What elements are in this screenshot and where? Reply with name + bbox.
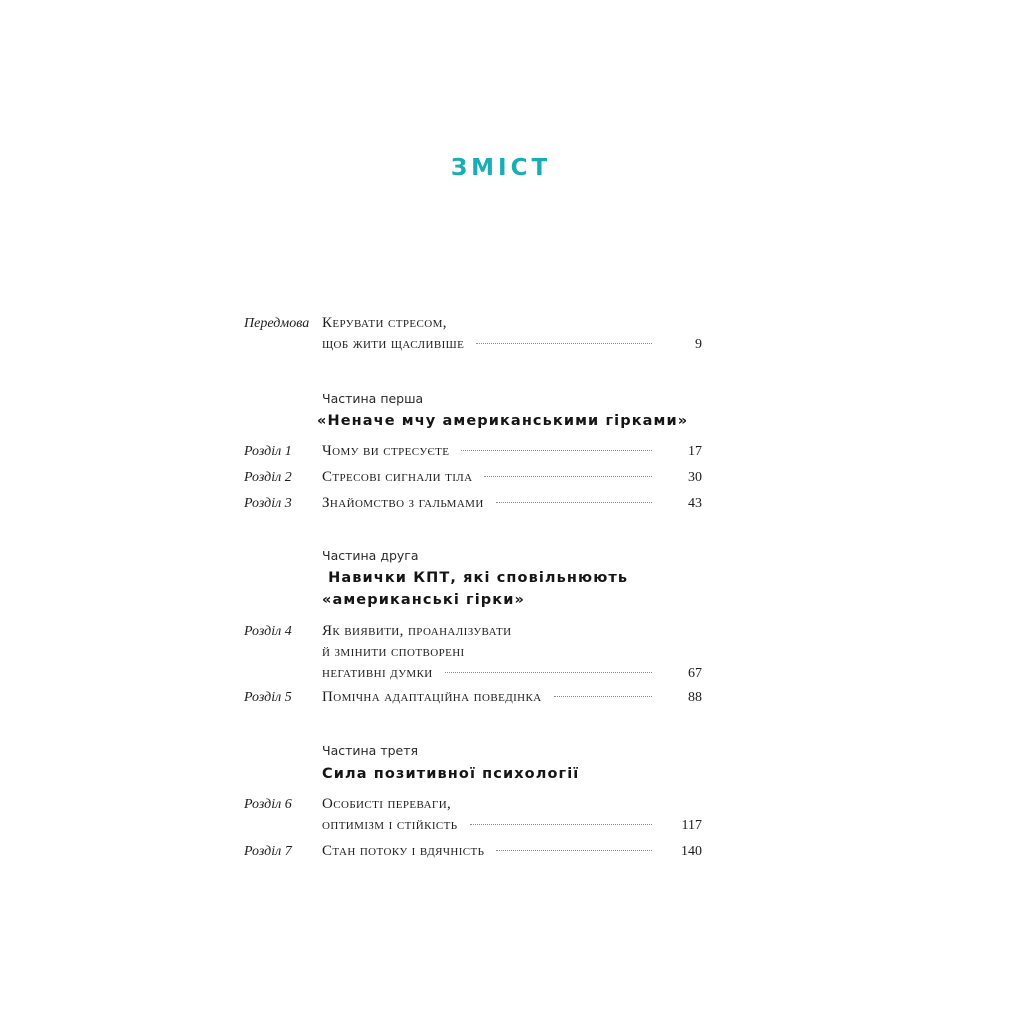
dot-leader bbox=[554, 696, 652, 697]
toc-entry-page: 88 bbox=[688, 690, 702, 705]
toc-entry-title-line: негативні думки bbox=[322, 665, 433, 681]
part-title-line: «Неначе мчу американськими гірками» bbox=[317, 413, 689, 429]
toc-entry-page: 9 bbox=[695, 337, 702, 352]
part-title-line: Сила позитивної психології bbox=[322, 766, 580, 782]
part-title-line: «американські гірки» bbox=[322, 592, 525, 608]
part-1-title bbox=[317, 410, 688, 432]
toc-entry-label: Передмова bbox=[244, 316, 310, 331]
toc-entry-page: 43 bbox=[688, 496, 702, 511]
part-2-title bbox=[322, 567, 628, 611]
toc-entry-label: Розділ 4 bbox=[244, 624, 292, 639]
toc-entry-title-line: Помічна адаптаційна поведінка bbox=[322, 689, 542, 705]
toc-entry-title-line: Знайомство з гальмами bbox=[322, 495, 484, 511]
toc-entry-page: 67 bbox=[688, 666, 702, 681]
toc-entry-title-line: щоб жити щасливіше bbox=[322, 336, 465, 352]
toc-entry-title-line: Стресові сигнали тіла bbox=[322, 469, 473, 485]
page-title: ЗМІСТ bbox=[450, 155, 552, 181]
dot-leader bbox=[461, 450, 652, 451]
toc-entry-title-line: Керувати стресом, bbox=[322, 315, 447, 331]
toc-entry-page: 140 bbox=[681, 844, 702, 859]
toc-entry-title-line: Чому ви стресуєте bbox=[322, 443, 450, 459]
toc-entry-title-line: й змінити спотворені bbox=[322, 644, 465, 660]
part-title-line: Навички КПТ, які сповільнюють bbox=[322, 570, 629, 586]
toc-entry-label: Розділ 6 bbox=[244, 797, 292, 812]
toc-entry-label: Розділ 2 bbox=[244, 470, 292, 485]
toc-entry-page: 117 bbox=[681, 818, 702, 833]
part-2-kicker: Частина друга bbox=[322, 548, 419, 563]
toc-entry-label: Розділ 5 bbox=[244, 690, 292, 705]
dot-leader bbox=[445, 672, 652, 673]
dot-leader bbox=[496, 502, 652, 503]
dot-leader bbox=[496, 850, 652, 851]
toc-entry-page: 30 bbox=[688, 470, 702, 485]
toc-entry-page: 17 bbox=[688, 444, 702, 459]
toc-entry-title-line: Стан потоку і вдячність bbox=[322, 843, 485, 859]
toc-entry-label: Розділ 3 bbox=[244, 496, 292, 511]
toc-entry-label: Розділ 1 bbox=[244, 444, 292, 459]
dot-leader bbox=[470, 824, 653, 825]
dot-leader bbox=[484, 476, 652, 477]
toc-entry-label: Розділ 7 bbox=[244, 844, 292, 859]
part-3-title bbox=[322, 763, 579, 785]
toc-entry-title-line: оптимізм і стійкість bbox=[322, 817, 458, 833]
toc-entry-title-line: Особисті переваги, bbox=[322, 796, 452, 812]
toc-entry-title-line: Як виявити, проаналізувати bbox=[322, 623, 512, 639]
dot-leader bbox=[476, 343, 652, 344]
part-3-kicker: Частина третя bbox=[322, 743, 419, 758]
part-1-kicker: Частина перша bbox=[322, 391, 424, 406]
